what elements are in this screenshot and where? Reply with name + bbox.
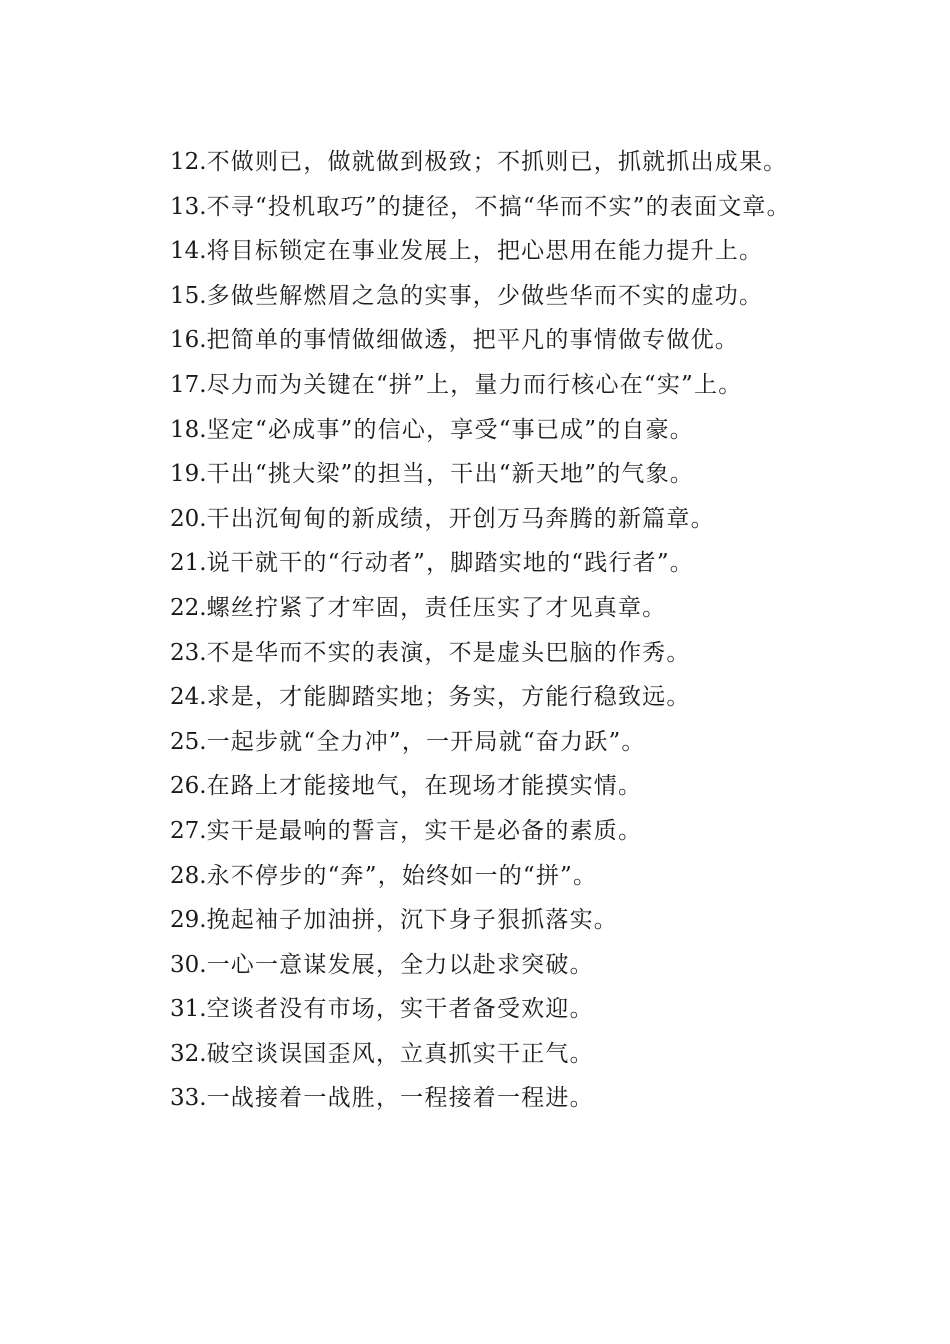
item-number: 19. [170, 461, 207, 488]
item-text: 一心一意谋发展，全力以赴求突破。 [206, 951, 594, 978]
item-number: 20. [170, 505, 207, 532]
item-number: 21. [170, 550, 207, 577]
item-text: 坚定“必成事”的信心，享受“事已成”的自豪。 [206, 416, 695, 443]
list-item [118, 497, 830, 542]
list-item [118, 854, 830, 899]
list-item [118, 631, 830, 676]
item-text: 挽起袖子加油拼，沉下身子狠抓落实。 [206, 907, 618, 934]
item-text: 永不停步的“奔”，始终如一的“拼”。 [206, 862, 598, 889]
item-text: 多做些解燃眉之急的实事，少做些华而不实的虚功。 [206, 282, 764, 309]
item-text: 破空谈误国歪风，立真抓实干正气。 [206, 1040, 594, 1067]
list-item [118, 764, 830, 809]
document-body [118, 140, 830, 1121]
list-item [118, 809, 830, 854]
item-text: 求是，才能脚踏实地；务实，方能行稳致远。 [206, 684, 691, 711]
list-item [118, 943, 830, 988]
item-number: 15. [170, 282, 207, 309]
item-number: 30. [170, 951, 207, 978]
list-item [118, 987, 830, 1032]
item-number: 32. [170, 1040, 207, 1067]
list-item [118, 1032, 830, 1077]
list-item [118, 586, 830, 631]
item-number: 26. [170, 773, 207, 800]
list-item [118, 452, 830, 497]
item-text: 不做则已，做就做到极致；不抓则已，抓就抓出成果。 [206, 149, 788, 175]
list-item [118, 229, 830, 274]
item-text: 在路上才能接地气，在现场才能摸实情。 [206, 773, 643, 800]
item-text: 不寻“投机取巧”的捷径，不搞“华而不实”的表面文章。 [206, 193, 791, 220]
item-number: 28. [170, 862, 207, 889]
item-text: 一起步就“全力冲”，一开局就“奋力跃”。 [206, 728, 646, 755]
item-text: 说干就干的“行动者”，脚踏实地的“践行者”。 [206, 550, 695, 577]
item-text: 不是华而不实的表演，不是虚头巴脑的作秀。 [206, 639, 691, 666]
item-number: 16. [170, 327, 207, 354]
item-number: 13. [170, 193, 207, 220]
list-item [118, 720, 830, 765]
list-item [118, 541, 830, 586]
item-number: 29. [170, 907, 207, 934]
item-text: 把简单的事情做细做透，把平凡的事情做专做优。 [206, 327, 739, 354]
list-item [118, 140, 830, 185]
list-item [118, 363, 830, 408]
item-number: 18. [170, 416, 207, 443]
list-item [118, 274, 830, 319]
item-text: 干出“挑大梁”的担当，干出“新天地”的气象。 [206, 461, 695, 488]
item-text: 一战接着一战胜，一程接着一程进。 [206, 1085, 594, 1112]
list-item [118, 408, 830, 453]
item-number: 14. [170, 238, 207, 265]
item-text: 干出沉甸甸的新成绩，开创万马奔腾的新篇章。 [206, 505, 715, 532]
item-text: 螺丝拧紧了才牢固，责任压实了才见真章。 [206, 594, 667, 621]
item-text: 空谈者没有市场，实干者备受欢迎。 [206, 996, 594, 1023]
list-item [118, 185, 830, 230]
item-number: 23. [170, 639, 207, 666]
list-item [118, 675, 830, 720]
item-text: 将目标锁定在事业发展上，把心思用在能力提升上。 [206, 238, 764, 265]
item-number: 22. [170, 594, 207, 621]
item-number: 25. [170, 728, 207, 755]
list-item [118, 1076, 830, 1121]
item-number: 12. [170, 149, 207, 175]
item-number: 31. [170, 996, 207, 1023]
item-number: 17. [170, 371, 207, 398]
item-number: 27. [170, 817, 207, 844]
item-text: 实干是最响的誓言，实干是必备的素质。 [206, 817, 643, 844]
item-number: 33. [170, 1085, 207, 1112]
item-text: 尽力而为关键在“拼”上，量力而行核心在“实”上。 [206, 371, 743, 398]
item-number: 24. [170, 684, 207, 711]
list-item [118, 898, 830, 943]
list-item [118, 318, 830, 363]
